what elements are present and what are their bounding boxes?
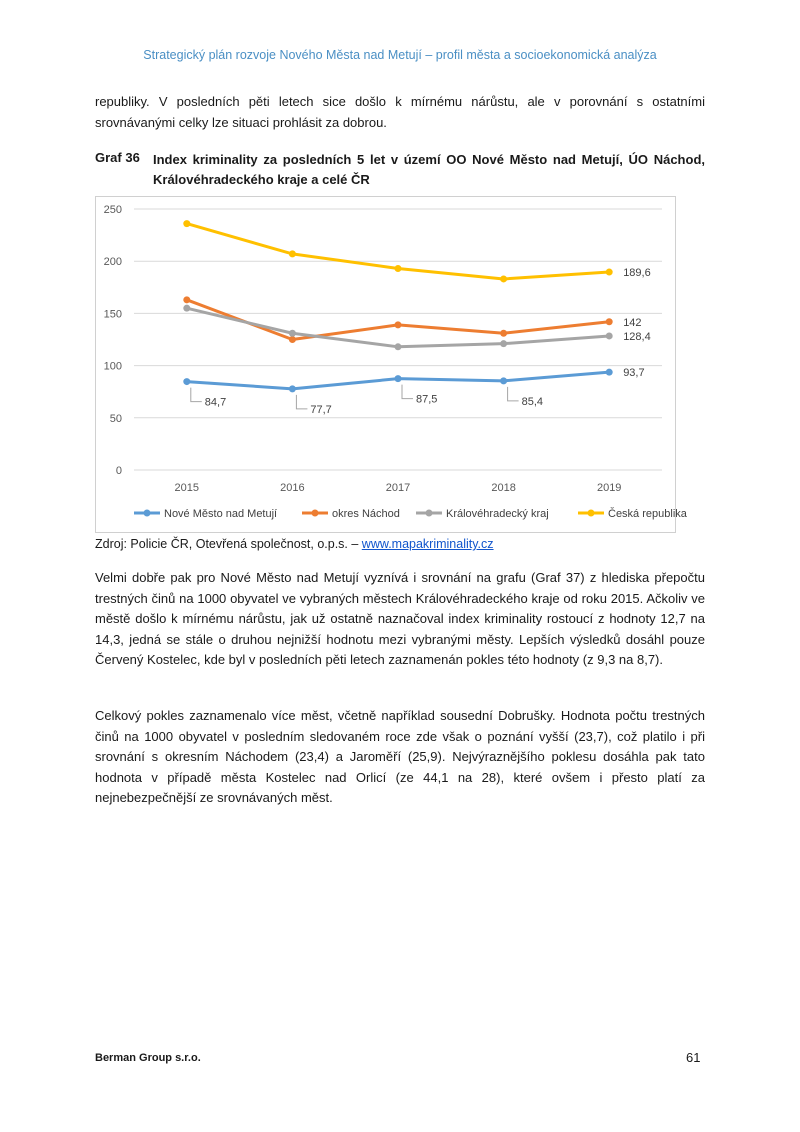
body-paragraph-1: Velmi dobře pak pro Nové Město nad Metují vyznívá i srovnání na grafu (Graf 37) z hlediska přepočtu trestných činů na 1000 obyvatel ve vybraných městech Královéhradeckého kraje od roku 2015. Ačkoliv ve městě došlo k mírnému nárůstu, jak už ostatně naznačoval index kriminality rostoucí z hodnoty 12,7 na 14,3, jedná se stále o druhou nejnižší hodnotu mezi vybranými městy. Lepších výsledků dosáhl pouze Červený Kostelec, kde byl v posledních pěti letech zaznamenán pokles této hodnoty (z 9,3 na 8,7). bbox=[95, 570, 705, 667]
data-point bbox=[500, 275, 507, 282]
x-tick-label: 2018 bbox=[491, 482, 516, 494]
data-point bbox=[289, 385, 296, 392]
data-point bbox=[183, 305, 190, 312]
data-point bbox=[183, 296, 190, 303]
data-label: 142 bbox=[623, 316, 642, 329]
footer-company: Berman Group s.r.o. bbox=[95, 1052, 201, 1064]
running-header: Strategický plán rozvoje Nového Města nad Metují – profil města a socioekonomická analýza bbox=[143, 48, 657, 62]
data-label: 84,7 bbox=[204, 396, 227, 409]
legend-label: okres Náchod bbox=[332, 508, 400, 520]
legend-label: Česká republika bbox=[608, 508, 687, 520]
data-point bbox=[606, 318, 613, 325]
label-leader-line bbox=[508, 387, 519, 401]
y-tick-label: 200 bbox=[103, 256, 122, 269]
y-tick-label: 50 bbox=[109, 412, 122, 425]
page-number: 61 bbox=[686, 1050, 701, 1065]
legend-swatch-marker bbox=[144, 510, 151, 517]
data-point bbox=[606, 332, 613, 339]
x-tick-label: 2017 bbox=[385, 482, 411, 494]
legend-swatch-marker bbox=[588, 510, 595, 517]
x-tick-label: 2015 bbox=[174, 482, 200, 494]
source-note bbox=[95, 537, 494, 551]
data-label: 128,4 bbox=[623, 330, 651, 343]
data-point bbox=[289, 330, 296, 337]
legend-label: Nové Město nad Metují bbox=[164, 508, 278, 520]
data-point bbox=[183, 220, 190, 227]
data-point bbox=[289, 250, 296, 257]
intro-paragraph: republiky. V posledních pěti letech sice došlo k mírnému nárůstu, ale v porovnání s ostatními srovnávanými celky lze situaci prohlásit za dobrou. bbox=[95, 94, 705, 130]
y-tick-label: 100 bbox=[103, 360, 122, 373]
y-tick-label: 250 bbox=[103, 204, 122, 216]
data-point bbox=[500, 330, 507, 337]
data-point bbox=[289, 336, 296, 343]
source-text: Zdroj: Policie ČR, Otevřená společnost, o.p.s. – bbox=[95, 537, 359, 551]
data-point bbox=[500, 340, 507, 347]
label-leader-line bbox=[191, 388, 202, 402]
label-leader-line bbox=[402, 385, 413, 399]
data-point bbox=[395, 321, 402, 328]
y-tick-label: 0 bbox=[115, 465, 122, 477]
series-line bbox=[187, 300, 609, 340]
label-leader-line bbox=[296, 395, 307, 409]
crime-index-line-chart bbox=[96, 197, 687, 532]
data-label: 85,4 bbox=[521, 395, 544, 408]
data-point bbox=[395, 375, 402, 382]
x-tick-label: 2016 bbox=[280, 482, 305, 494]
figure-number: Graf 36 bbox=[95, 150, 140, 165]
legend-label: Královéhradecký kraj bbox=[446, 508, 549, 520]
data-point bbox=[395, 343, 402, 350]
legend-swatch-marker bbox=[312, 510, 319, 517]
legend-swatch-marker bbox=[426, 510, 433, 517]
data-label: 189,6 bbox=[623, 267, 651, 280]
y-tick-label: 150 bbox=[103, 308, 122, 321]
chart-frame bbox=[95, 196, 687, 533]
body-paragraph-2: Celkový pokles zaznamenalo více měst, včetně například sousední Dobrušky. Hodnota počtu trestných činů na 1000 obyvatel v posledním sledovaném roce zde však o poznání vyšší (23,7), což platilo i při srovnání s okresním Náchodem (23,4) a Jaroměří (25,9). Nejvýraznějšího poklesu dosáhla pak tato hodnota v případě města Kostelec nad Orlicí (ze 44,1 na 28), které ovšem i přesto platí za nejnebezpečnější ze srovnávaných měst. bbox=[95, 708, 705, 805]
data-label: 87,5 bbox=[416, 393, 438, 406]
data-point bbox=[606, 369, 613, 376]
x-tick-label: 2019 bbox=[596, 482, 622, 494]
data-point bbox=[500, 377, 507, 384]
source-link[interactable]: www.mapakriminality.cz bbox=[361, 537, 494, 551]
data-point bbox=[395, 265, 402, 272]
data-point bbox=[606, 269, 613, 276]
figure-title: Index kriminality za posledních 5 let v území OO Nové Město nad Metují, ÚO Náchod, Královéhradeckého kraje a celé ČR bbox=[153, 152, 705, 187]
data-label: 93,7 bbox=[623, 367, 645, 380]
data-point bbox=[183, 378, 190, 385]
data-label: 77,7 bbox=[310, 403, 332, 416]
